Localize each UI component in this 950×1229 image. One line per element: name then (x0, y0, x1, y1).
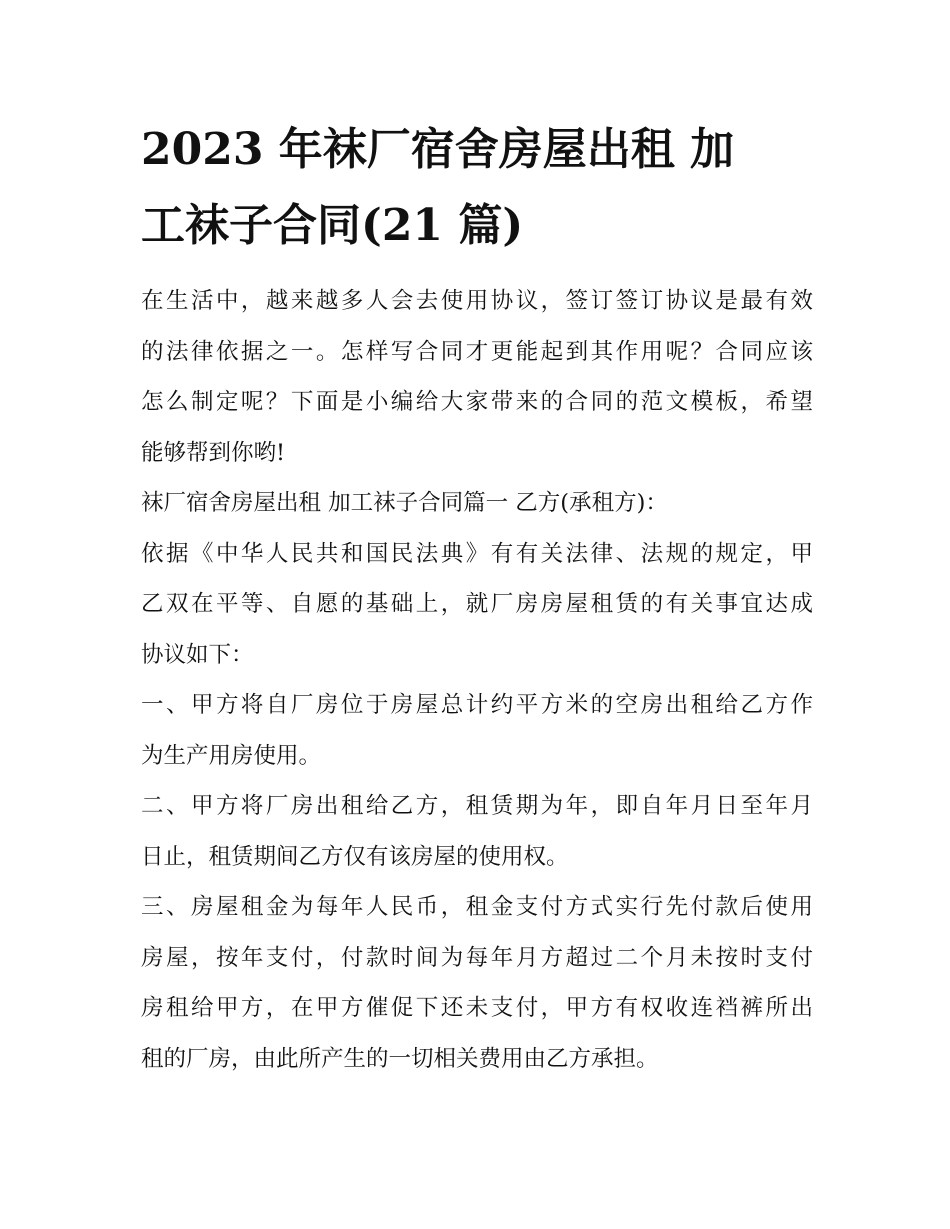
text-line: 协议如下： (141, 641, 254, 668)
basis-paragraph (141, 529, 813, 681)
text-line: 依据《中华人民共和国民法典》有有关法律、法规的规定，甲 (141, 540, 813, 567)
text-line: 房租给甲方，在甲方催促下还未支付，甲方有权收连裆裤所出 (141, 995, 813, 1021)
title-line: 2023 年袜厂宿舍房屋出租 加 (141, 124, 735, 175)
text-line: 二、甲方将厂房出租给乙方，租赁期为年，即自年月日至年月 (141, 793, 813, 819)
text-line: 的法律依据之一。怎样写合同才更能起到其作用呢？合同应该 (141, 338, 813, 365)
text-line: 在生活中，越来越多人会去使用协议，签订签订协议是最有效 (141, 288, 813, 314)
intro-paragraph (141, 276, 813, 478)
document-page (141, 112, 813, 1084)
title-line: 工袜子合同(21 篇) (141, 200, 524, 251)
document-title (141, 112, 813, 264)
text-line: 房屋，按年支付，付款时间为每年月方超过二个月未按时支付 (141, 944, 813, 971)
clause-3-paragraph (141, 882, 813, 1084)
text-line: 三、房屋租金为每年人民币，租金支付方式实行先付款后使用 (141, 894, 813, 920)
clause-2-paragraph (141, 781, 813, 882)
text-line: 乙双在平等、自愿的基础上，就厂房房屋租赁的有关事宜达成 (141, 591, 813, 617)
text-line: 为生产用房使用。 (141, 742, 322, 769)
section-heading-paragraph (141, 478, 813, 529)
text-line: 能够帮到你哟! (141, 439, 286, 466)
text-line: 袜厂宿舍房屋出租 加工袜子合同篇一 乙方(承租方)： (141, 490, 668, 516)
text-line: 一、甲方将自厂房位于房屋总计约平方米的空房出租给乙方作 (141, 692, 813, 718)
text-line: 租的厂房，由此所产生的一切相关费用由乙方承担。 (141, 1045, 659, 1072)
text-line: 怎么制定呢？下面是小编给大家带来的合同的范文模板，希望 (141, 389, 813, 415)
text-line: 日止，租赁期间乙方仅有该房屋的使用权。 (141, 843, 569, 870)
clause-1-paragraph (141, 680, 813, 781)
